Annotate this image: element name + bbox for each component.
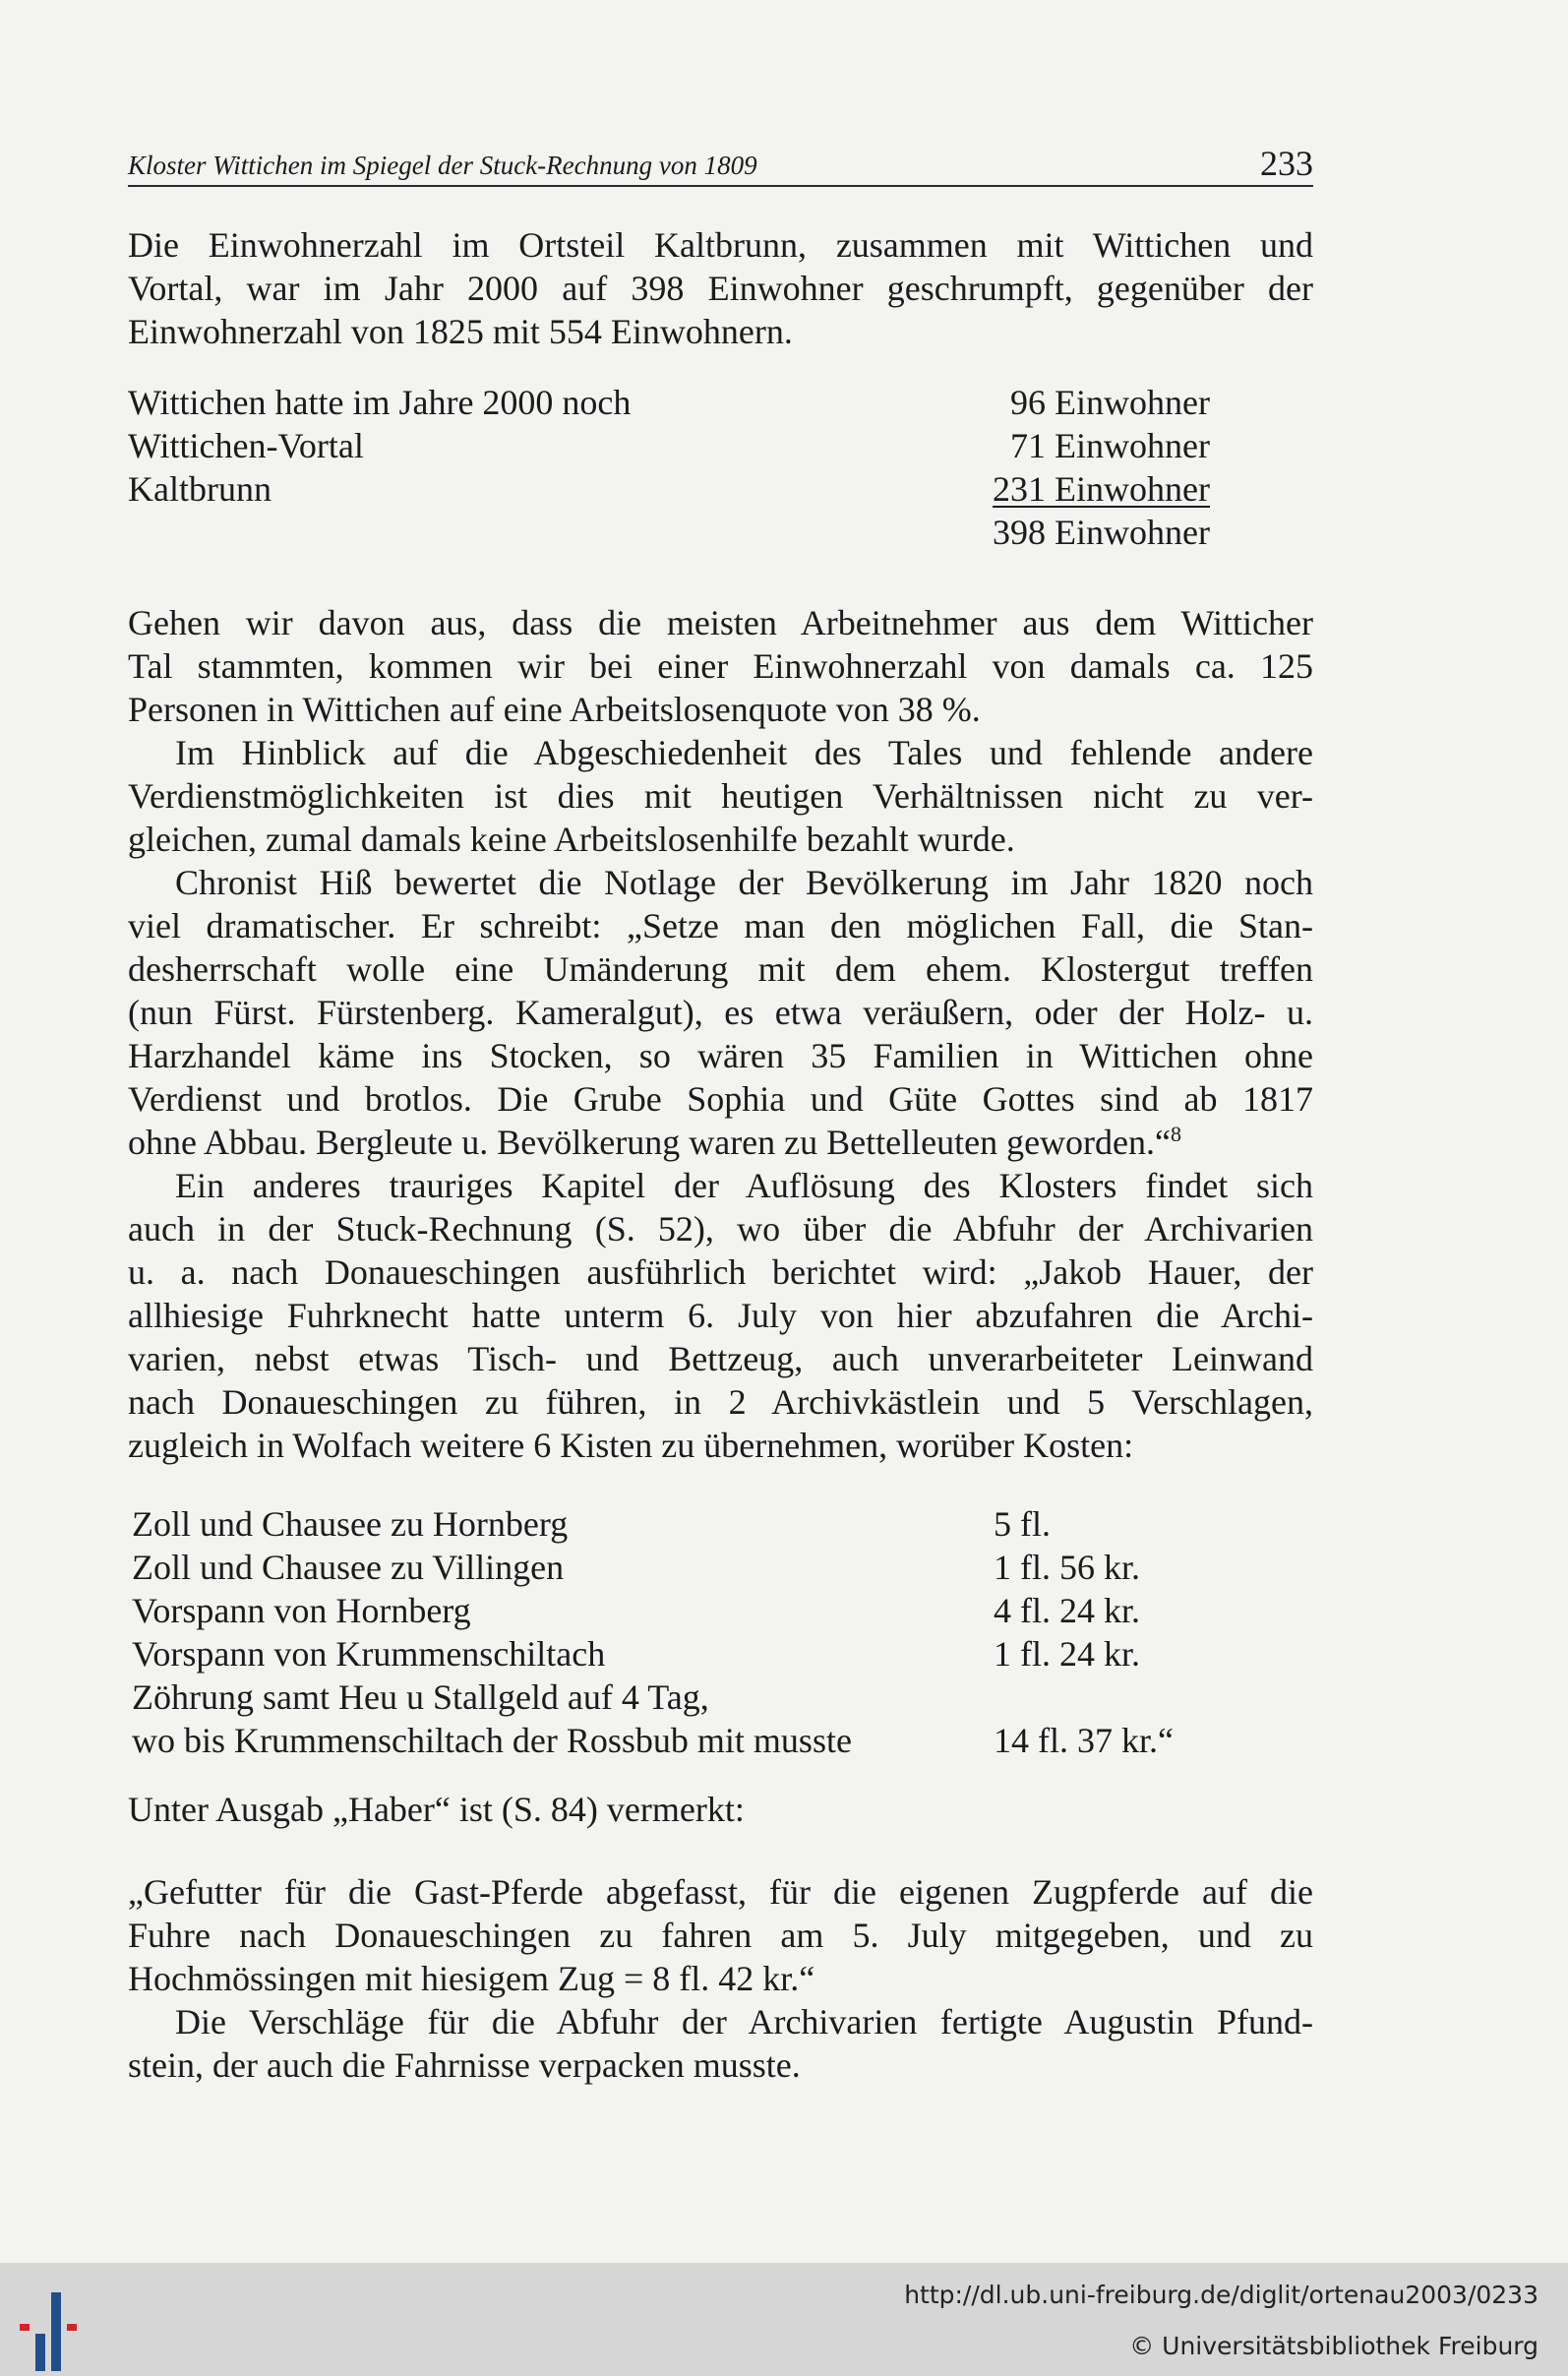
- population-count: 71 Einwohner: [1010, 426, 1210, 465]
- cost-item: Zöhrung samt Heu u Stallgeld auf 4 Tag,: [132, 1677, 709, 1717]
- population-table: [128, 381, 1210, 554]
- body-text-continued: [128, 1788, 1313, 1831]
- body-text: [128, 601, 1313, 1467]
- table-row: [132, 1502, 1214, 1546]
- text-line: u. a. nach Donaueschingen ausführlich berichtet wird: „Jakob Hauer, der: [128, 1252, 1313, 1292]
- text-line: stein, der auch die Fahrnisse verpacken musste.: [128, 2045, 801, 2085]
- cost-item: wo bis Krummenschiltach der Rossbub mit musste: [132, 1721, 852, 1760]
- page-number: 233: [1260, 144, 1313, 183]
- table-row: [128, 381, 1210, 424]
- source-url-link[interactable]: http://dl.ub.uni-freiburg.de/diglit/ortenau2003/0233: [904, 2281, 1538, 2309]
- text-line: Die Verschläge für die Abfuhr der Archivarien fertigte Augustin Pfund-: [175, 2002, 1313, 2041]
- text-line: Verdienst und brotlos. Die Grube Sophia und Güte Gottes sind ab 1817: [128, 1079, 1313, 1119]
- table-row: [132, 1632, 1214, 1675]
- text-line: Ein anderes trauriges Kapitel der Auflösung des Klosters findet sich: [175, 1166, 1313, 1205]
- text-line: gleichen, zumal damals keine Arbeitslosenhilfe bezahlt wurde.: [128, 820, 1015, 859]
- text-line: Harzhandel käme ins Stocken, so wären 35 Familien in Wittichen ohne: [128, 1036, 1313, 1075]
- text-line: [128, 1121, 1313, 1164]
- table-row: [128, 424, 1210, 467]
- cost-table: [132, 1502, 1214, 1762]
- text-line: Gehen wir davon aus, dass die meisten Arbeitnehmer aus dem Witticher: [128, 603, 1313, 642]
- text-line: varien, nebst etwas Tisch- und Bettzeug, auch unverarbeiteter Leinwand: [128, 1339, 1313, 1378]
- text-line: allhiesige Fuhrknecht hatte unterm 6. July von hier abzufahren die Archi-: [128, 1296, 1313, 1335]
- text-line: Im Hinblick auf die Abgeschiedenheit des Tales und fehlende andere: [175, 733, 1313, 772]
- table-row: [132, 1675, 1214, 1719]
- text-line: Chronist Hiß bewertet die Notlage der Bevölkerung im Jahr 1820 noch: [175, 863, 1313, 902]
- text-line: Verdienstmöglichkeiten ist dies mit heutigen Verhältnissen nicht zu ver-: [128, 776, 1313, 816]
- population-total: 398 Einwohner: [993, 513, 1210, 552]
- text-line: Tal stammten, kommen wir bei einer Einwohnerzahl von damals ca. 125: [128, 646, 1313, 686]
- copyright-notice: © Universitätsbibliothek Freiburg: [1129, 2332, 1538, 2360]
- place-name: Wittichen hatte im Jahre 2000 noch: [128, 383, 632, 422]
- population-count: 96 Einwohner: [1010, 383, 1210, 422]
- text-line: Fuhre nach Donaueschingen zu fahren am 5. July mitgegeben, und zu: [128, 1916, 1313, 1955]
- table-row: [132, 1546, 1214, 1589]
- text-line: zugleich in Wolfach weitere 6 Kisten zu übernehmen, worüber Kosten:: [128, 1426, 1134, 1465]
- cost-item: Vorspann von Krummenschiltach: [132, 1634, 606, 1674]
- intro-paragraph: [128, 223, 1313, 353]
- underlined-count: 231 Einwohner: [993, 469, 1210, 509]
- cost-amount: 14 fl. 37 kr.“: [994, 1721, 1174, 1760]
- library-footer: [0, 2263, 1568, 2376]
- cost-amount: 1 fl. 24 kr.: [994, 1634, 1140, 1674]
- text-line: Vortal, war im Jahr 2000 auf 398 Einwohner geschrumpft, gegenüber der: [128, 269, 1313, 308]
- cost-item: Vorspann von Hornberg: [132, 1591, 471, 1630]
- text-line: desherrschaft wolle eine Umänderung mit dem ehem. Klostergut treffen: [128, 949, 1313, 989]
- running-head-title: Kloster Wittichen im Spiegel der Stuck-Rechnung von 1809: [128, 151, 757, 180]
- text-line: viel dramatischer. Er schreibt: „Setze man den möglichen Fall, die Stan-: [128, 906, 1313, 945]
- text-line: nach Donaueschingen zu führen, in 2 Archivkästlein und 5 Verschlagen,: [128, 1382, 1313, 1422]
- place-name: Wittichen-Vortal: [128, 426, 364, 465]
- running-head: [128, 146, 1313, 187]
- text-line: Personen in Wittichen auf eine Arbeitslosenquote von 38 %.: [128, 690, 981, 729]
- university-library-logo-icon: [20, 2292, 98, 2371]
- text-line: Unter Ausgab „Haber“ ist (S. 84) vermerkt:: [128, 1790, 745, 1829]
- table-row: [132, 1589, 1214, 1632]
- cost-amount: 5 fl.: [994, 1504, 1051, 1544]
- table-row-total: [128, 511, 1210, 554]
- text-line: „Gefutter für die Gast-Pferde abgefasst, für die eigenen Zugpferde auf die: [128, 1872, 1313, 1912]
- place-name: Kaltbrunn: [128, 469, 271, 509]
- text-line: Einwohnerzahl von 1825 mit 554 Einwohnern.: [128, 312, 793, 351]
- text-line-content: ohne Abbau. Bergleute u. Bevölkerung waren zu Bettelleuten geworden.“: [128, 1123, 1171, 1162]
- text-line: Die Einwohnerzahl im Ortsteil Kaltbrunn, zusammen mit Wittichen und: [128, 225, 1313, 265]
- text-line: (nun Fürst. Fürstenberg. Kameralgut), es etwa veräußern, oder der Holz- u.: [128, 993, 1313, 1032]
- text-line: auch in der Stuck-Rechnung (S. 52), wo über die Abfuhr der Archivarien: [128, 1209, 1313, 1249]
- text-line: Hochmössingen mit hiesigem Zug = 8 fl. 42 kr.“: [128, 1959, 815, 1998]
- cost-amount: 1 fl. 56 kr.: [994, 1548, 1140, 1587]
- quote-block: [128, 1870, 1313, 2087]
- footnote-marker: 8: [1171, 1122, 1181, 1146]
- cost-item: Zoll und Chausee zu Villingen: [132, 1548, 565, 1587]
- table-row: [132, 1719, 1214, 1762]
- cost-amount: 4 fl. 24 kr.: [994, 1591, 1140, 1630]
- population-count: [966, 467, 1210, 511]
- table-row: [128, 467, 1210, 511]
- cost-item: Zoll und Chausee zu Hornberg: [132, 1504, 569, 1544]
